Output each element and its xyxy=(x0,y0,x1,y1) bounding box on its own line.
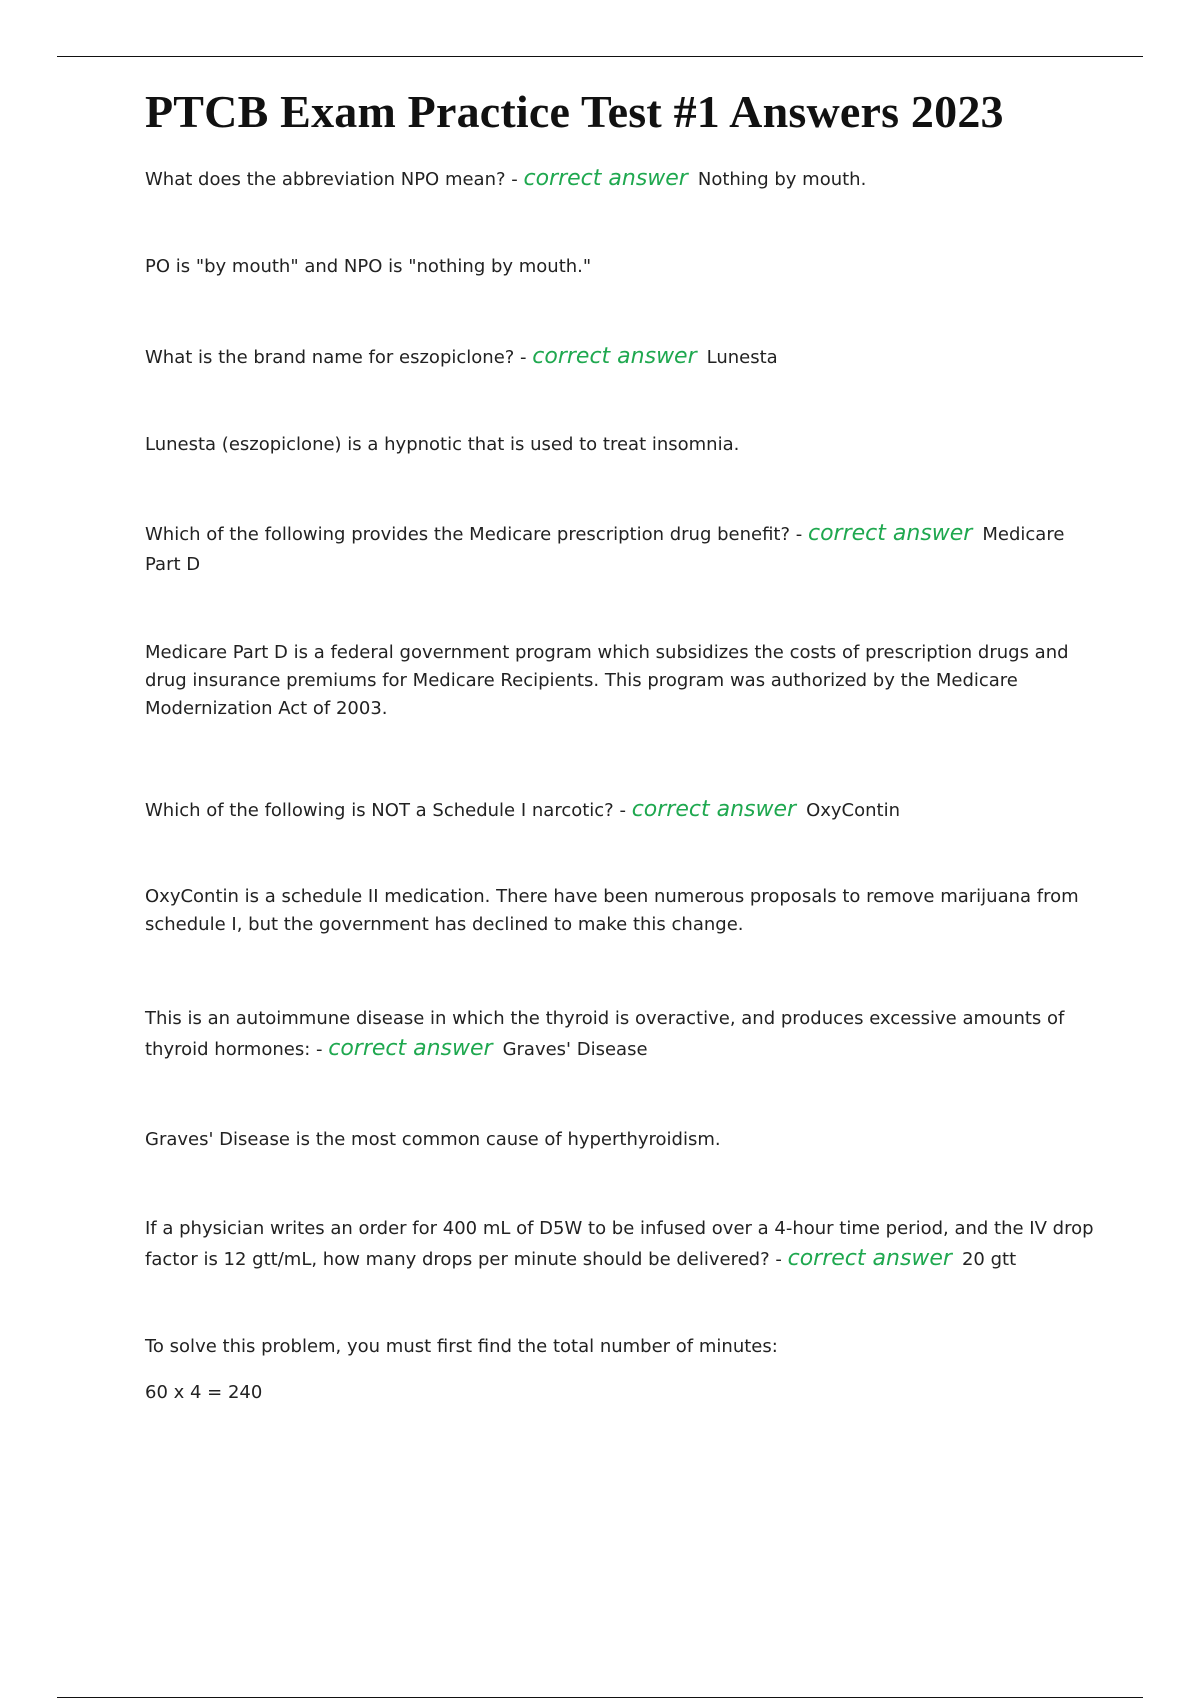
answer-text: 20 gtt xyxy=(961,1249,1017,1270)
document-page xyxy=(145,60,1095,1403)
qa-item xyxy=(145,1214,1095,1275)
correct-answer-label: correct answer xyxy=(532,344,697,369)
explanation-text: PO is "by mouth" and NPO is "nothing by mouth." xyxy=(145,256,592,277)
qa-item xyxy=(145,342,1095,373)
qa-item xyxy=(145,795,1095,826)
top-rule xyxy=(57,56,1143,57)
correct-answer-label: correct answer xyxy=(328,1036,493,1061)
document-title: PTCB Exam Practice Test #1 Answers 2023 xyxy=(145,86,1004,137)
explanation-text: Medicare Part D is a federal government program which subsidizes the costs of prescription drugs and drug insurance premiums for Medicare Recipients. This program was authorized by the Medicare Modernization Act of 2003. xyxy=(145,642,1069,719)
bottom-rule xyxy=(57,1697,1143,1698)
question-text: If a physician writes an order for 400 mL of D5W to be infused over a 4-hour time period, and the IV drop factor is 12 gtt/mL, how many drops per minute should be delivered? - xyxy=(145,1218,1094,1270)
qa-item xyxy=(145,164,1095,195)
explanation-text: Graves' Disease is the most common cause of hyperthyroidism. xyxy=(145,1129,721,1150)
question-text: What does the abbreviation NPO mean? - xyxy=(145,169,518,190)
question-text: This is an autoimmune disease in which the thyroid is overactive, and produces excessive amounts of thyroid hormones: - xyxy=(145,1008,1065,1060)
qa-item xyxy=(145,1004,1095,1065)
correct-answer-label: correct answer xyxy=(523,166,688,191)
answer-text: Nothing by mouth. xyxy=(697,169,867,190)
question-text: What is the brand name for eszopiclone? - xyxy=(145,347,527,368)
answer-text: OxyContin xyxy=(806,800,900,821)
answer-text: Medicare Part D xyxy=(145,524,1065,575)
explanation-text: OxyContin is a schedule II medication. There have been numerous proposals to remove marijuana from schedule I, but the government has declined to make this change. xyxy=(145,886,1079,935)
correct-answer-label: correct answer xyxy=(787,1246,952,1271)
qa-item xyxy=(145,519,1095,580)
correct-answer-label: correct answer xyxy=(808,521,973,546)
question-text: Which of the following is NOT a Schedule I narcotic? - xyxy=(145,800,626,821)
explanation-text: To solve this problem, you must first find the total number of minutes: xyxy=(145,1336,778,1357)
calculation-text: 60 x 4 = 240 xyxy=(145,1382,263,1403)
answer-text: Lunesta xyxy=(706,347,778,368)
answer-text: Graves' Disease xyxy=(502,1039,648,1060)
explanation-text: Lunesta (eszopiclone) is a hypnotic that is used to treat insomnia. xyxy=(145,434,740,455)
correct-answer-label: correct answer xyxy=(631,797,797,822)
question-text: Which of the following provides the Medicare prescription drug benefit? - xyxy=(145,524,803,545)
